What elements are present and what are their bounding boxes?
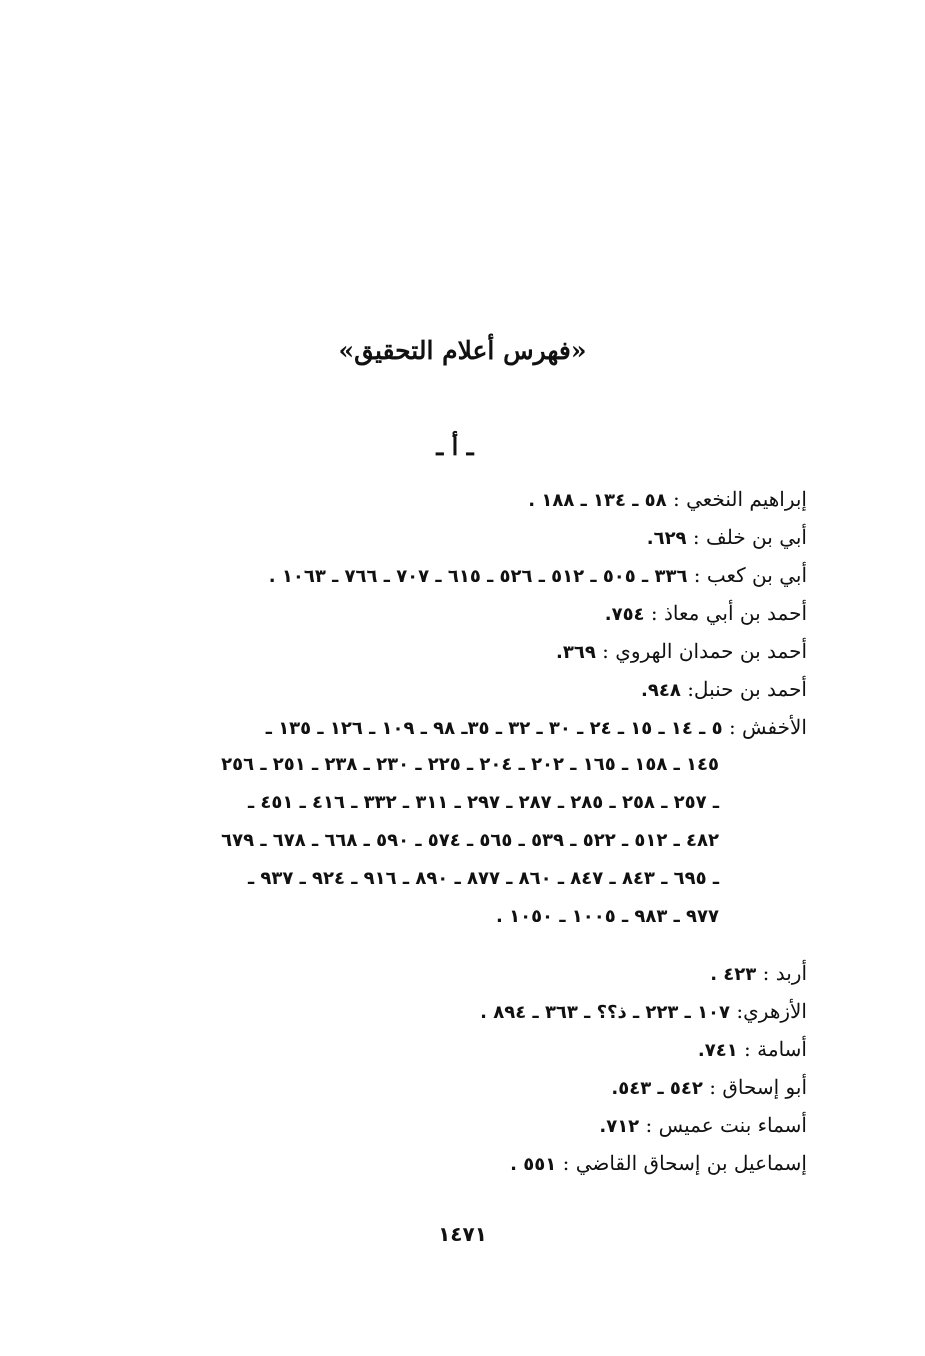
entry-name: إسماعيل بن إسحاق القاضي : [562,1151,807,1175]
entry-continuation-line: ١٤٥ ـ ١٥٨ ـ ١٦٥ ـ ٢٠٢ ـ ٢٠٤ ـ ٢٢٥ ـ ٢٣٠ ـ ٢٣٨ ـ ٢٥١ ـ ٢٥٦ [221,754,719,775]
entry-continuation-line: ٤٨٢ ـ ٥١٢ ـ ٥٢٢ ـ ٥٣٩ ـ ٥٦٥ ـ ٥٧٤ ـ ٥٩٠ ـ ٦٦٨ ـ ٦٧٨ ـ ٦٧٩ [221,830,719,851]
index-entry [107,670,807,708]
section-letter-heading: ـ أ ـ [436,432,474,461]
entry-name: إبراهيم النخعي : [673,487,807,511]
entry-pages: ٧١٢. [599,1116,640,1137]
entry-pages: ٩٤٨. [641,680,681,701]
entry-continuation-line: ـ ٦٩٥ ـ ٨٤٣ ـ ٨٤٧ ـ ٨٦٠ ـ ٨٧٧ ـ ٨٩٠ ـ ٩١٦ ـ ٩٢٤ ـ ٩٣٧ ـ [247,868,719,889]
index-entry [107,1068,807,1106]
entry-name: الأزهري: [736,999,807,1023]
entry-name: أبي بن كعب : [693,563,807,587]
entry-name: أسامة : [744,1037,807,1061]
index-entry [107,992,807,1030]
entry-pages: ١٠٧ ـ ٢٢٣ ـ ذ؟؟ ـ ٣٦٣ ـ ٨٩٤ . [480,1002,731,1023]
entry-pages: ٦٢٩. [646,528,687,549]
entry-pages: ٣٦٩. [556,642,596,663]
index-entry-akhfash [107,708,807,936]
index-entry [107,1144,807,1182]
spacer [107,936,807,954]
index-entry [107,594,807,632]
index-entry [107,954,807,992]
entry-name: أحمد بن حمدان الهروي : [602,639,807,663]
page-number: ١٤٧١ [438,1222,487,1246]
entry-name: أبو إسحاق : [709,1075,807,1099]
entry-continuation-line: ٩٧٧ ـ ٩٨٣ ـ ١٠٠٥ ـ ١٠٥٠ . [495,906,719,927]
index-entry [107,1106,807,1144]
entry-pages: ٥ ـ ١٤ ـ ١٥ ـ ٢٤ ـ ٣٠ ـ ٣٢ ـ ٣٥ـ ٩٨ ـ ١٠٩ ـ ١٢٦ ـ ١٣٥ ـ [265,718,723,739]
entry-pages: ٥٥١ . [510,1154,557,1175]
entry-name: أسماء بنت عميس : [645,1113,807,1137]
index-entry [107,480,807,518]
entry-pages: ٧٤١. [697,1040,738,1061]
entry-pages: ٧٥٤. [604,604,645,625]
entry-pages: ٣٣٦ ـ ٥٠٥ ـ ٥١٢ ـ ٥٢٦ ـ ٦١٥ ـ ٧٠٧ ـ ٧٦٦ ـ ١٠٦٣ . [268,566,688,587]
entry-name: أربد : [762,961,807,985]
entry-continuation-line: ـ ٢٥٧ ـ ٢٥٨ ـ ٢٨٥ ـ ٢٨٧ ـ ٢٩٧ ـ ٣١١ ـ ٣٣٢ ـ ٤١٦ ـ ٤٥١ ـ [247,792,719,813]
index-entry [107,1030,807,1068]
entry-pages: ٥٨ ـ ١٣٤ ـ ١٨٨ . [528,490,667,511]
entry-pages: ٥٤٢ ـ ٥٤٣. [611,1078,703,1099]
index-entries [107,480,807,1182]
index-entry [107,556,807,594]
entry-name: أحمد بن حنبل: [687,677,807,701]
index-entry [107,518,807,556]
entry-name: أبي بن خلف : [692,525,807,549]
entry-name: أحمد بن أبي معاذ : [650,601,807,625]
index-entry [107,632,807,670]
entry-pages: ٤٢٣ . [710,964,757,985]
entry-name: الأخفش : [728,715,807,739]
page-title: «فهرس أعلام التحقيق» [338,336,587,365]
entry-first-line [107,708,807,746]
